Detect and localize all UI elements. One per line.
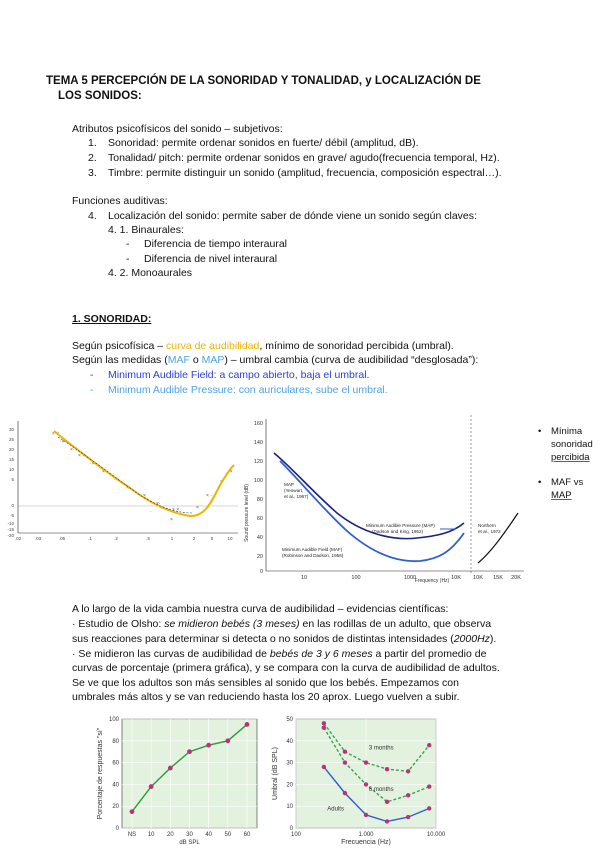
label-map-top: MAP	[284, 482, 294, 487]
data-point	[385, 819, 389, 823]
paragraph-line: Se ve que los adultos son más sensibles al sonido que los bebés. Empezamos con	[72, 677, 459, 689]
y-tick-label: 0	[289, 826, 293, 832]
xtick: 2	[192, 536, 196, 541]
y-axis-label: Umbral (dB SPL)	[272, 747, 279, 800]
svg-text:·: ·	[150, 509, 152, 515]
ytick: -20	[7, 533, 14, 538]
xtick: 5	[210, 536, 214, 541]
data-point	[427, 743, 431, 747]
data-point	[206, 743, 211, 748]
xtick: 10	[300, 575, 308, 581]
series-label: Adults	[327, 806, 344, 813]
svg-text:(Yeowart,: (Yeowart,	[284, 488, 304, 493]
svg-text:×: ×	[126, 485, 129, 491]
list-item: Localización del sonido: permite saber de dónde viene un sonido según claves:	[108, 210, 477, 222]
dash: -	[126, 238, 130, 250]
section-heading: 1. SONORIDAD:	[72, 313, 152, 325]
xtick: .1	[88, 536, 92, 541]
sub-sub-item: Diferencia de nivel interaural	[144, 253, 278, 265]
side-note-2: MAF vs MAP	[551, 477, 584, 501]
ytick: -15	[7, 527, 14, 532]
svg-text:·×: ·×	[114, 477, 119, 483]
paragraph-line: A lo largo de la vida cambia nuestra curva de audibilidad – evidencias científicas:	[72, 603, 449, 615]
x-tick-label: 100	[290, 832, 302, 838]
svg-text:·: ·	[186, 513, 188, 519]
xtick: .02	[14, 536, 22, 541]
label-map: Minimum Audible Pressure (MAP)	[366, 523, 435, 528]
xtick: 10	[227, 536, 233, 541]
y-tick-label: 50	[286, 717, 293, 723]
ytick: 20	[8, 447, 14, 452]
x-tick-label: 40	[205, 832, 213, 838]
ytick: 0	[259, 569, 263, 575]
dash: -	[126, 253, 130, 265]
y-tick-label: 40	[112, 782, 119, 789]
axis-label-y: Sound pressure level (dB)	[244, 484, 250, 542]
data-point	[322, 721, 326, 725]
list-number: 2.	[88, 152, 97, 164]
svg-text:(Robinson and Dadson, 1956): (Robinson and Dadson, 1956)	[282, 553, 344, 558]
chart-percentage	[92, 713, 262, 848]
svg-text:·×: ·×	[228, 469, 233, 475]
data-point	[322, 765, 326, 769]
y-tick-label: 20	[286, 782, 293, 789]
y-tick-label: 40	[286, 738, 293, 745]
paragraph-line: Según psicofísica – curva de audibilidad, mínimo de sonoridad percibida (umbral).	[72, 340, 454, 352]
ytick: 80	[256, 497, 263, 503]
svg-text:et al., 1967): et al., 1967)	[284, 494, 309, 499]
sub-item: 4. 2. Monoaurales	[108, 267, 193, 279]
xtick: 1000	[403, 575, 417, 581]
label-maf: Minimum Audible Field (MAF)	[282, 547, 343, 552]
xtick: .03	[34, 536, 42, 541]
list-item: Timbre: permite distinguir un sonido (amplitud, frecuencia, composición espectral…).	[108, 167, 502, 179]
ytick: 100	[253, 478, 263, 484]
y-tick-label: 80	[112, 738, 119, 745]
ytick: 10	[8, 467, 14, 472]
paragraph-line: umbrales más altos y se van reduciendo hasta los 20 aprox. Luego vuelven a subir.	[72, 691, 460, 703]
xtick: 20K	[511, 575, 521, 581]
ytick: 140	[253, 440, 263, 446]
list-number: 4.	[88, 210, 97, 222]
sub-sub-item: Diferencia de tiempo interaural	[144, 238, 287, 250]
paragraph-line: sus reacciones para determinar si detecta o no sonidos de distintas intensidades (2000Hz).	[72, 633, 497, 645]
xtick: .05	[58, 536, 66, 541]
xtick: 15K	[493, 575, 503, 581]
data-point	[364, 813, 368, 817]
data-point	[385, 800, 389, 804]
x-tick-label: 30	[186, 832, 193, 838]
data-point	[130, 809, 135, 814]
data-point	[149, 784, 154, 789]
ytick: 60	[256, 516, 263, 522]
axis-label-x: Frequency (Hz)	[414, 578, 450, 583]
svg-text:×·: ×·	[70, 447, 75, 453]
functions-heading: Funciones auditivas:	[72, 195, 168, 207]
page-title: TEMA 5 PERCEPCIÓN DE LA SONORIDAD Y TONALIDAD, y LOCALIZACIÓN DE	[46, 75, 481, 87]
ytick: 40	[256, 535, 263, 541]
data-point	[427, 784, 431, 788]
paragraph-line: · Se midieron las curvas de audibilidad de bebés de 3 y 6 meses a partir del promedio de	[72, 648, 487, 660]
data-point	[343, 760, 347, 764]
list-item: Sonoridad: permite ordenar sonidos en fuerte/ débil (amplitud, dB).	[108, 137, 419, 149]
sub-item: 4. 1. Binaurales:	[108, 224, 184, 236]
xtick: .5	[146, 536, 150, 541]
bullet-maf: Minimum Audible Field: a campo abierto, baja el umbral.	[108, 369, 370, 381]
label-northern: Northern	[478, 523, 496, 528]
data-point	[187, 749, 192, 754]
series-label: 3 months	[368, 745, 394, 752]
svg-text:·×·: ·×·	[60, 439, 67, 445]
data-point	[406, 793, 410, 797]
xtick: 1	[170, 536, 174, 541]
paragraph-line: · Estudio de Olsho: se midieron bebés (3 meses) en las rodillas de un adulto, que observa	[72, 618, 492, 630]
side-note-1: Mínima sonoridad percibida	[551, 426, 593, 463]
xtick: .2	[114, 536, 118, 541]
ytick: -10	[7, 521, 14, 526]
data-point	[385, 767, 389, 771]
svg-text:·×: ·×	[90, 461, 95, 467]
svg-text:×: ×	[170, 517, 173, 523]
data-point	[406, 769, 410, 773]
svg-text:× ×: × ×	[78, 453, 86, 459]
y-tick-label: 30	[286, 760, 293, 767]
svg-text:× ×: × ×	[172, 507, 180, 513]
svg-text:×·: ×·	[156, 501, 161, 507]
x-tick-label: NS	[127, 832, 137, 838]
y-tick-label: 0	[115, 826, 119, 832]
paragraph-line: curvas de porcentaje (primera gráfica), y se compara con la curva de audibilidad de adultos.	[72, 662, 500, 674]
ytick: -5	[9, 513, 14, 518]
data-point	[225, 738, 230, 743]
list-number: 3.	[88, 167, 97, 179]
x-tick-label: 1.000	[358, 832, 374, 838]
y-tick-label: 10	[286, 804, 293, 811]
chart-thresholds	[268, 713, 448, 848]
svg-text:et al., 1972: et al., 1972	[478, 529, 501, 534]
svg-text:×: ×	[220, 479, 223, 485]
series-label: 6 months	[368, 786, 394, 793]
data-point	[364, 782, 368, 786]
list-number: 1.	[88, 137, 97, 149]
list-item: Tonalidad/ pitch: permite ordenar sonidos en grave/ agudo(frecuencia temporal, Hz).	[108, 152, 500, 164]
x-tick-label: 60	[243, 832, 251, 838]
ytick: 30	[8, 427, 14, 432]
x-tick-label: 20	[166, 832, 174, 838]
x-tick-label: 10	[147, 832, 155, 838]
data-point	[168, 766, 173, 771]
data-point	[364, 760, 368, 764]
y-tick-label: 60	[112, 760, 119, 767]
ytick: 20	[256, 554, 263, 560]
xtick: 10K	[473, 575, 483, 581]
svg-text:× ·: × ·	[206, 493, 212, 499]
x-tick-label: 50	[224, 832, 232, 838]
ytick: 25	[8, 437, 14, 442]
data-point	[343, 791, 347, 795]
dash: -	[90, 384, 94, 396]
y-tick-label: 20	[112, 804, 119, 811]
paragraph-line: Según las medidas (MAF o MAP) – umbral cambia (curva de audibilidad “desglosada”):	[72, 354, 479, 366]
svg-text:× ·: × ·	[102, 469, 108, 475]
bullet-dot: •	[538, 477, 542, 488]
ytick: 160	[253, 421, 263, 427]
ytick: 5	[11, 477, 14, 482]
svg-text:· ×: · ×	[140, 493, 146, 499]
xtick: 100	[351, 575, 361, 581]
ytick: 0	[11, 503, 14, 508]
bullet-map: Minimum Audible Pressure: con auriculares, sube el umbral.	[108, 384, 388, 396]
figure-maf-map	[242, 413, 530, 583]
x-axis-label: dB SPL	[179, 840, 200, 846]
data-point	[427, 806, 431, 810]
svg-text:×: ×	[196, 505, 199, 511]
x-axis-label: Frecuencia (Hz)	[341, 839, 391, 846]
data-point	[322, 726, 326, 730]
data-point	[406, 815, 410, 819]
figure-audibility-left	[0, 413, 240, 543]
x-tick-label: 10.000	[426, 832, 446, 838]
ytick: 15	[8, 457, 14, 462]
y-axis-label: Porcentaje de respuestas "sí"	[97, 727, 104, 820]
svg-text:× ×: × ×	[52, 431, 60, 437]
y-tick-label: 100	[108, 717, 119, 723]
svg-text:(Dadson and King, 1952): (Dadson and King, 1952)	[372, 529, 424, 534]
data-point	[343, 750, 347, 754]
attributes-heading: Atributos psicofísicos del sonido – subjetivos:	[72, 123, 283, 135]
bullet-dot: •	[538, 426, 542, 437]
data-point	[245, 722, 250, 727]
ytick: 120	[253, 459, 263, 465]
dash: -	[90, 369, 94, 381]
xtick: 10K	[451, 575, 461, 581]
page-title-line2: LOS SONIDOS:	[58, 90, 142, 102]
